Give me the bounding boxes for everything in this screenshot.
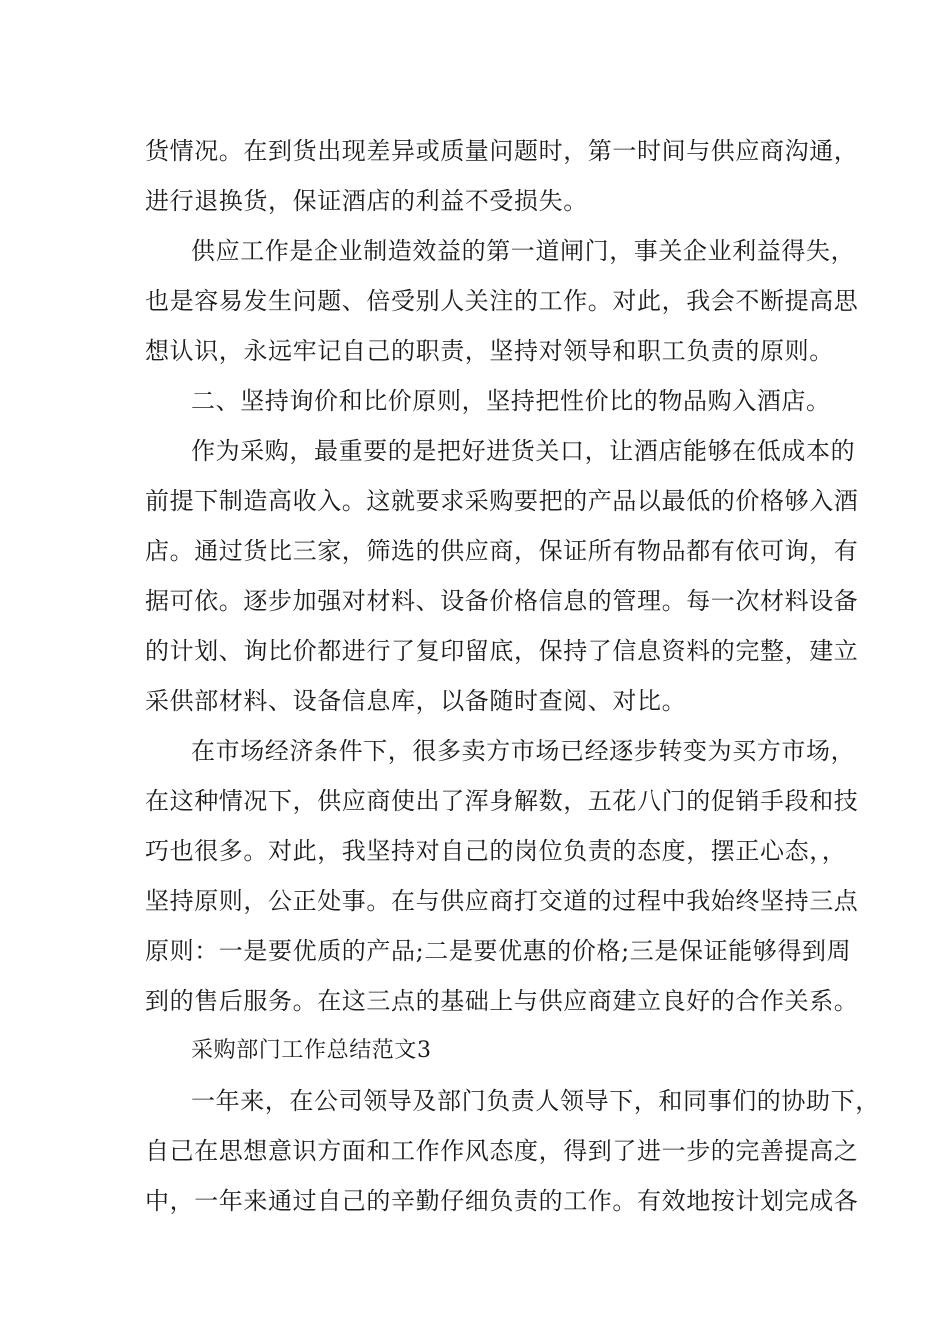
- text-line: 采供部材料、设备信息库，以备随时查阅、对比。: [145, 687, 687, 715]
- section-heading: 二、坚持询价和比价原则，坚持把性价比的物品购入酒店。: [191, 387, 831, 415]
- paragraph-start: 供应工作是企业制造效益的第一道闸门，事关企业利益得失，: [191, 237, 856, 265]
- text-line: 到的售后服务。在这三点的基础上与供应商建立良好的合作关系。: [145, 987, 859, 1015]
- paragraph-start: 在市场经济条件下，很多卖方市场已经逐步转变为买方市场，: [191, 737, 856, 765]
- text-line: 坚持原则，公正处事。在与供应商打交道的过程中我始终坚持三点: [145, 887, 859, 915]
- text-line: 自己在思想意识方面和工作作风态度，得到了进一步的完善提高之: [145, 1137, 859, 1165]
- text-line: 也是容易发生问题、倍受别人关注的工作。对此，我会不断提高思: [145, 287, 859, 315]
- text-line: 的计划、询比价都进行了复印留底，保持了信息资料的完整，建立: [145, 637, 859, 665]
- paragraph-start: 一年来，在公司领导及部门负责人领导下，和同事们的协助下，: [191, 1087, 880, 1115]
- text-line: 进行退换货，保证酒店的利益不受损失。: [145, 187, 588, 215]
- paragraph-start: 作为采购，最重要的是把好进货关口，让酒店能够在低成本的: [191, 437, 856, 465]
- text-line: 据可依。逐步加强对材料、设备价格信息的管理。每一次材料设备: [145, 587, 859, 615]
- text-line: 前提下制造高收入。这就要求采购要把的产品以最低的价格够入酒: [145, 487, 859, 515]
- text-line: 店。通过货比三家，筛选的供应商，保证所有物品都有依可询，有: [145, 537, 859, 565]
- text-line: 巧也很多。对此，我坚持对自己的岗位负责的态度，摆正心态，，: [145, 837, 847, 865]
- section-title: 采购部门工作总结范文3: [191, 1038, 432, 1063]
- text-line: 在这种情况下，供应商使出了浑身解数，五花八门的促销手段和技: [145, 787, 859, 815]
- text-line: 中，一年来通过自己的辛勤仔细负责的工作。有效地按计划完成各: [145, 1187, 859, 1215]
- text-line: 原则：一是要优质的产品;二是要优惠的价格;三是保证能够得到周: [145, 937, 852, 965]
- text-line: 货情况。在到货出现差异或质量问题时，第一时间与供应商沟通，: [145, 137, 859, 165]
- text-line: 想认识，永远牢记自己的职责，坚持对领导和职工负责的原则。: [145, 337, 834, 365]
